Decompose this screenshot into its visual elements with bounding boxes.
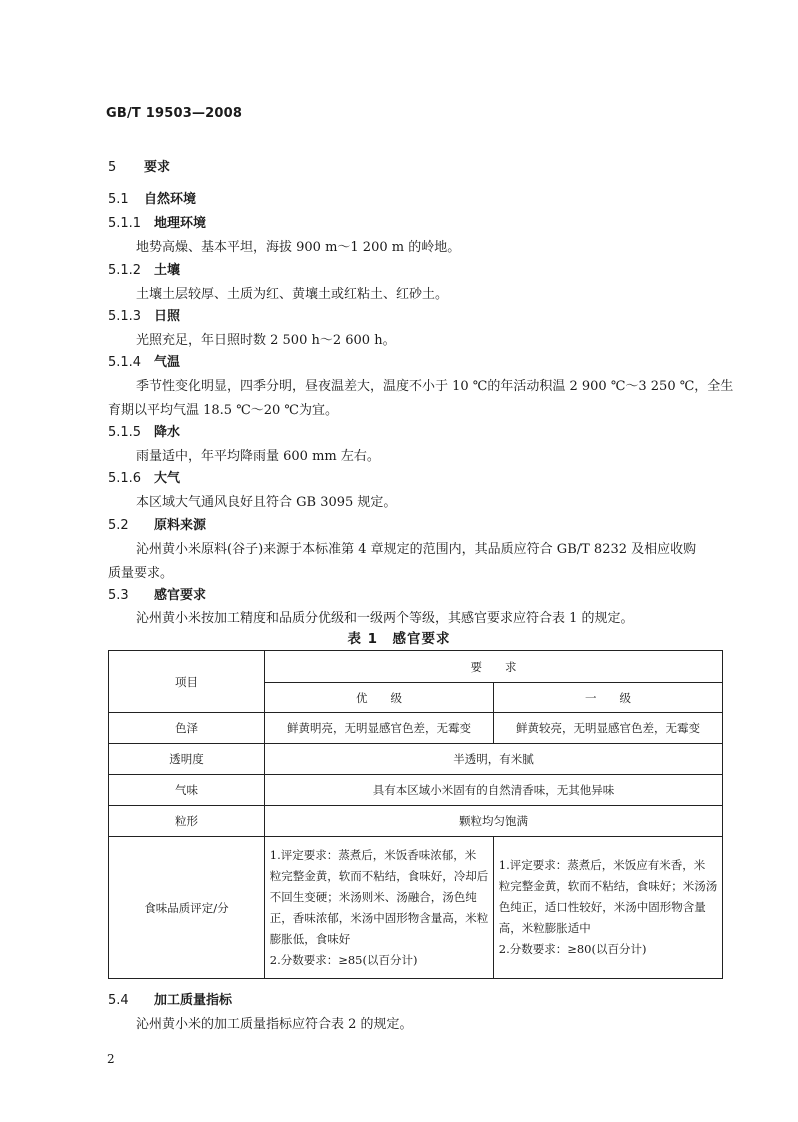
page-number: 2 [107, 1052, 115, 1066]
section-number: 5.1.3 [108, 309, 142, 324]
paragraph: 雨量适中，年平均降雨量 600 mm 左右。 [136, 449, 380, 464]
text-line: 粒完整金黄，软而不粘结，食味好，冷却后 [269, 868, 489, 883]
section-number: 5.2 [108, 518, 129, 533]
row-item: 色泽 [109, 713, 265, 744]
cell-merged: 半透明，有米腻 [265, 744, 723, 775]
header-grade-first: 一 级 [494, 683, 723, 713]
section-5-1-heading [108, 188, 196, 207]
section-title: 自然环境 [144, 192, 197, 207]
section-number: 5.1.2 [108, 263, 142, 278]
paragraph: 光照充足，年日照时数 2 500 h～2 600 h。 [136, 333, 396, 348]
section-title: 大气 [154, 471, 181, 486]
paragraph: 地势高燥、基本平坦，海拔 900 m～1 200 m 的岭地。 [136, 240, 461, 255]
section-5-1-2-heading [108, 259, 180, 278]
section-number: 5.4 [108, 993, 129, 1008]
table-row [109, 837, 723, 979]
section-number: 5.1.5 [108, 425, 142, 440]
section-number: 5.1.6 [108, 471, 142, 486]
section-5-1-4-heading [108, 351, 180, 370]
section-5-1-3-heading [108, 305, 180, 324]
section-title: 地理环境 [154, 216, 207, 231]
text-line: 1.评定要求：蒸煮后，米饭香味浓郁，米 [269, 847, 477, 862]
cell-first-grade: 鲜黄较亮，无明显感官色差，无霉变 [494, 713, 723, 744]
section-5-1-5-heading [108, 421, 180, 440]
text-line: 高，米粒膨胀适中 [498, 921, 591, 935]
section-title: 降水 [154, 425, 181, 440]
section-5-3-heading [108, 584, 206, 603]
table-row [109, 744, 723, 775]
text-line: 正，香味浓郁，米汤中固形物含量高，米粒 [269, 910, 489, 925]
section-5-1-1-heading [108, 212, 206, 231]
table-row [109, 775, 723, 806]
paragraph: 沁州黄小米原料(谷子)来源于本标准第 4 章规定的范围内，其品质应符合 GB/T 8232 及相应收购 [136, 542, 697, 557]
paragraph: 质量要求。 [108, 566, 174, 581]
cell-merged: 颗粒均匀饱满 [265, 806, 723, 837]
text-line: 不回生变硬；米汤则米、汤融合，汤色纯 [269, 889, 477, 904]
cell-first-grade [494, 837, 723, 979]
section-title: 土壤 [154, 263, 181, 278]
cell-top-grade: 鲜黄明亮，无明显感官色差，无霉变 [265, 713, 494, 744]
section-5-2-heading [108, 514, 206, 533]
text-line: 膨胀低，食味好 [269, 931, 351, 946]
section-title: 加工质量指标 [154, 993, 233, 1008]
text-line: 1.评定要求：蒸煮后，米饭应有米香，米 [498, 858, 706, 872]
cell-top-grade [265, 837, 494, 979]
section-title: 要求 [144, 160, 171, 175]
text-line: 粒完整金黄，软而不粘结，食味好；米汤汤 [498, 879, 718, 893]
paragraph: 土壤土层较厚、土质为红、黄壤土或红粘土、红砂土。 [136, 287, 449, 302]
table-1-caption: 表 1 感官要求 [347, 631, 451, 647]
text-line: 2.分数要求：≥85(以百分计) [269, 952, 418, 967]
section-5-4-heading [108, 989, 232, 1008]
table-row [109, 806, 723, 837]
section-number: 5.1.4 [108, 355, 142, 370]
paragraph: 沁州黄小米按加工精度和品质分优级和一级两个等级，其感官要求应符合表 1 的规定。 [136, 611, 634, 626]
section-number: 5.1.1 [108, 216, 142, 231]
section-title: 原料来源 [154, 518, 207, 533]
row-item: 气味 [109, 775, 265, 806]
paragraph: 季节性变化明显，四季分明，昼夜温差大，温度不小于 10 ℃的年活动积温 2 900 ℃～3 250 ℃，全生 [136, 379, 734, 394]
header-requirements: 要 求 [265, 651, 723, 683]
row-item: 粒形 [109, 806, 265, 837]
table-1-sensory-requirements [108, 650, 723, 979]
section-number: 5 [108, 160, 117, 175]
taste-first-lines [499, 855, 718, 960]
taste-top-lines [270, 845, 489, 971]
header-grade-top: 优 级 [265, 683, 494, 713]
row-item: 食味品质评定/分 [109, 837, 265, 979]
section-number: 5.1 [108, 192, 129, 207]
header-item: 项目 [109, 651, 265, 713]
text-line: 色纯正，适口性较好，米汤中固形物含量 [498, 900, 706, 914]
section-5-heading [108, 156, 170, 175]
standard-code: GB/T 19503—2008 [106, 106, 243, 121]
section-title: 日照 [154, 309, 181, 324]
paragraph: 本区域大气通风良好且符合 GB 3095 规定。 [136, 495, 397, 510]
row-item: 透明度 [109, 744, 265, 775]
text-line: 2.分数要求：≥80(以百分计) [498, 942, 647, 956]
paragraph: 育期以平均气温 18.5 ℃～20 ℃为宜。 [108, 403, 338, 418]
paragraph: 沁州黄小米的加工质量指标应符合表 2 的规定。 [136, 1017, 413, 1032]
section-title: 感官要求 [154, 588, 207, 603]
section-title: 气温 [154, 355, 181, 370]
table-row [109, 713, 723, 744]
section-5-1-6-heading [108, 467, 180, 486]
cell-merged: 具有本区域小米固有的自然清香味，无其他异味 [265, 775, 723, 806]
section-number: 5.3 [108, 588, 129, 603]
